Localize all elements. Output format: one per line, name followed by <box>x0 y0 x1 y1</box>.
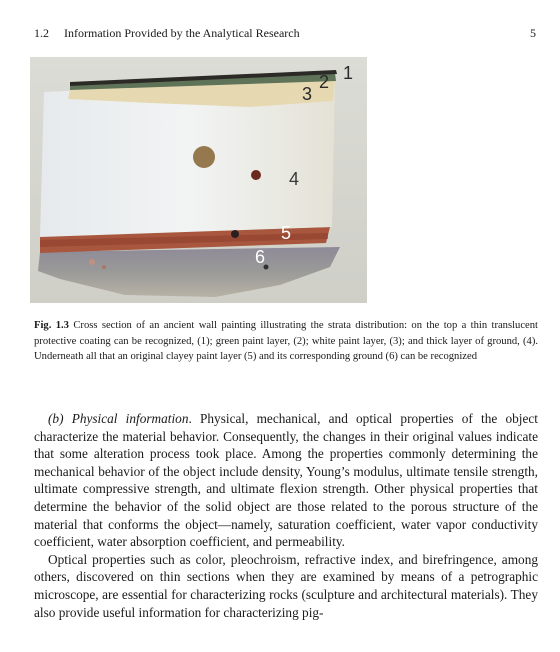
layer-label-1: 1 <box>343 63 354 83</box>
figure-caption <box>34 318 538 365</box>
running-header <box>34 26 536 41</box>
paragraph-optical-properties: Optical properties such as color, pleochroism, refractive index, and birefringence, among others, discovered on thin sections when they are examined by means of a petrographic microscope, are essential for characterizing rocks (sculpture and architectural materials). They also provide useful information for characterizing pig- <box>34 551 538 620</box>
paragraph-heading: (b) Physical information <box>48 411 189 426</box>
layer-label-4: 4 <box>289 169 300 189</box>
layer-label-5: 5 <box>281 223 292 243</box>
body-text <box>34 410 538 621</box>
layer-label-2: 2 <box>319 72 330 92</box>
section-title: Information Provided by the Analytical Research <box>64 26 300 40</box>
page-number: 5 <box>530 26 536 40</box>
cross-section-figure <box>30 57 367 303</box>
caption-text: Cross section of an ancient wall painting illustrating the strata distribution: on the top a thin translucent protective coating can be recognized, (1); green paint layer, (2); white paint layer, (3); and thick layer of ground, (4). Underneath all that an original clayey paint layer (5) and its corresponding ground (6) can be recognized <box>34 320 538 362</box>
cross-section-image <box>30 57 367 303</box>
layer-label-6: 6 <box>255 247 266 267</box>
layer-label-3: 3 <box>302 84 313 104</box>
caption-label: Fig. 1.3 <box>34 320 69 331</box>
section-heading <box>34 26 300 41</box>
paragraph-physical-information: (b) Physical information. Physical, mechanical, and optical properties of the object characterize the material behavior. Consequently, the changes in their original values indicate that some alteration process took place. Among the properties commonly determining the mechanical behavior of the object include density, Young’s modulus, ultimate tensile strength, ultimate compressive strength, and ultimate flexion strength. Other physical properties that determine the behavior of the solid object are those related to the porous structure of the material that conforms the object—namely, saturation coefficient, water vapor conductivity coefficient, water absorption coefficient, and permeability. <box>34 411 538 550</box>
section-number: 1.2 <box>34 26 49 40</box>
